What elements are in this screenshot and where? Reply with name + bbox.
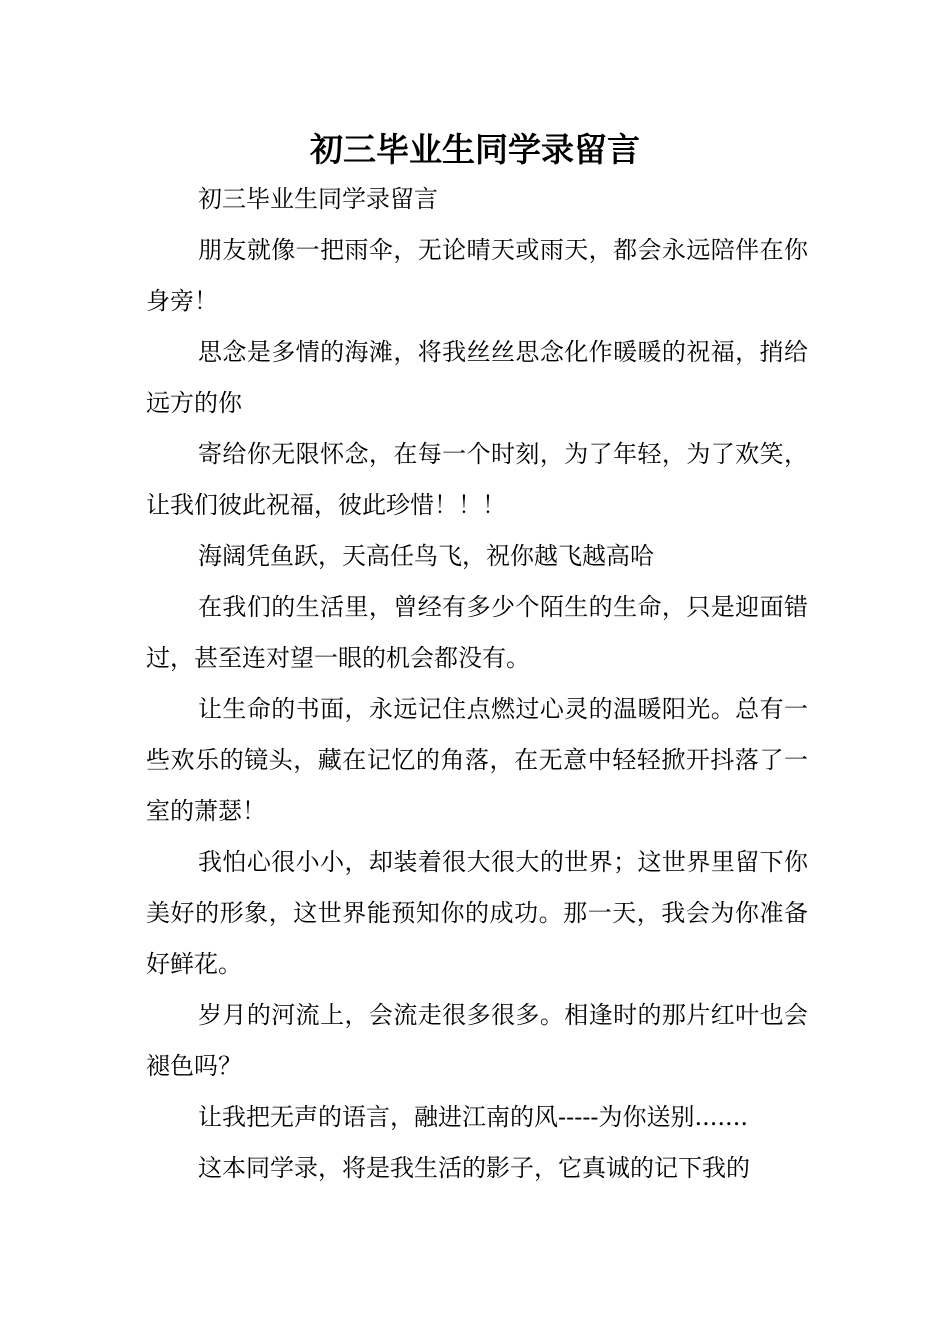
paragraph: 我怕心很小小，却装着很大很大的世界；这世界里留下你美好的形象，这世界能预知你的成功。那一天，我会为你准备好鲜花。	[146, 848, 808, 978]
paragraph: 让生命的书面，永远记住点燃过心灵的温暖阳光。总有一些欢乐的镜头，藏在记忆的角落，在无意中轻轻掀开抖落了一室的萧瑟！	[146, 695, 808, 825]
paragraph: 这本同学录，将是我生活的影子，它真诚的记下我的	[198, 1154, 750, 1182]
paragraph: 让我把无声的语言，融进江南的风-----为你送别.......	[198, 1103, 748, 1131]
paragraph: 寄给你无限怀念，在每一个时刻，为了年轻，为了欢笑，让我们彼此祝福，彼此珍惜！！！	[146, 440, 808, 519]
paragraph: 思念是多情的海滩，将我丝丝思念化作暖暖的祝福，捎给远方的你	[146, 338, 808, 417]
paragraph: 岁月的河流上，会流走很多很多。相逢时的那片红叶也会褪色吗？	[146, 1001, 808, 1080]
paragraph: 在我们的生活里，曾经有多少个陌生的生命，只是迎面错过，甚至连对望一眼的机会都没有。	[146, 593, 808, 672]
paragraph: 初三毕业生同学录留言	[198, 185, 438, 213]
paragraph: 海阔凭鱼跃，天高任鸟飞，祝你越飞越高哈	[198, 542, 654, 570]
paragraph: 朋友就像一把雨伞，无论晴天或雨天，都会永远陪伴在你身旁！	[146, 236, 808, 315]
document-title: 初三毕业生同学录留言	[310, 130, 640, 169]
document-body	[146, 174, 808, 1194]
